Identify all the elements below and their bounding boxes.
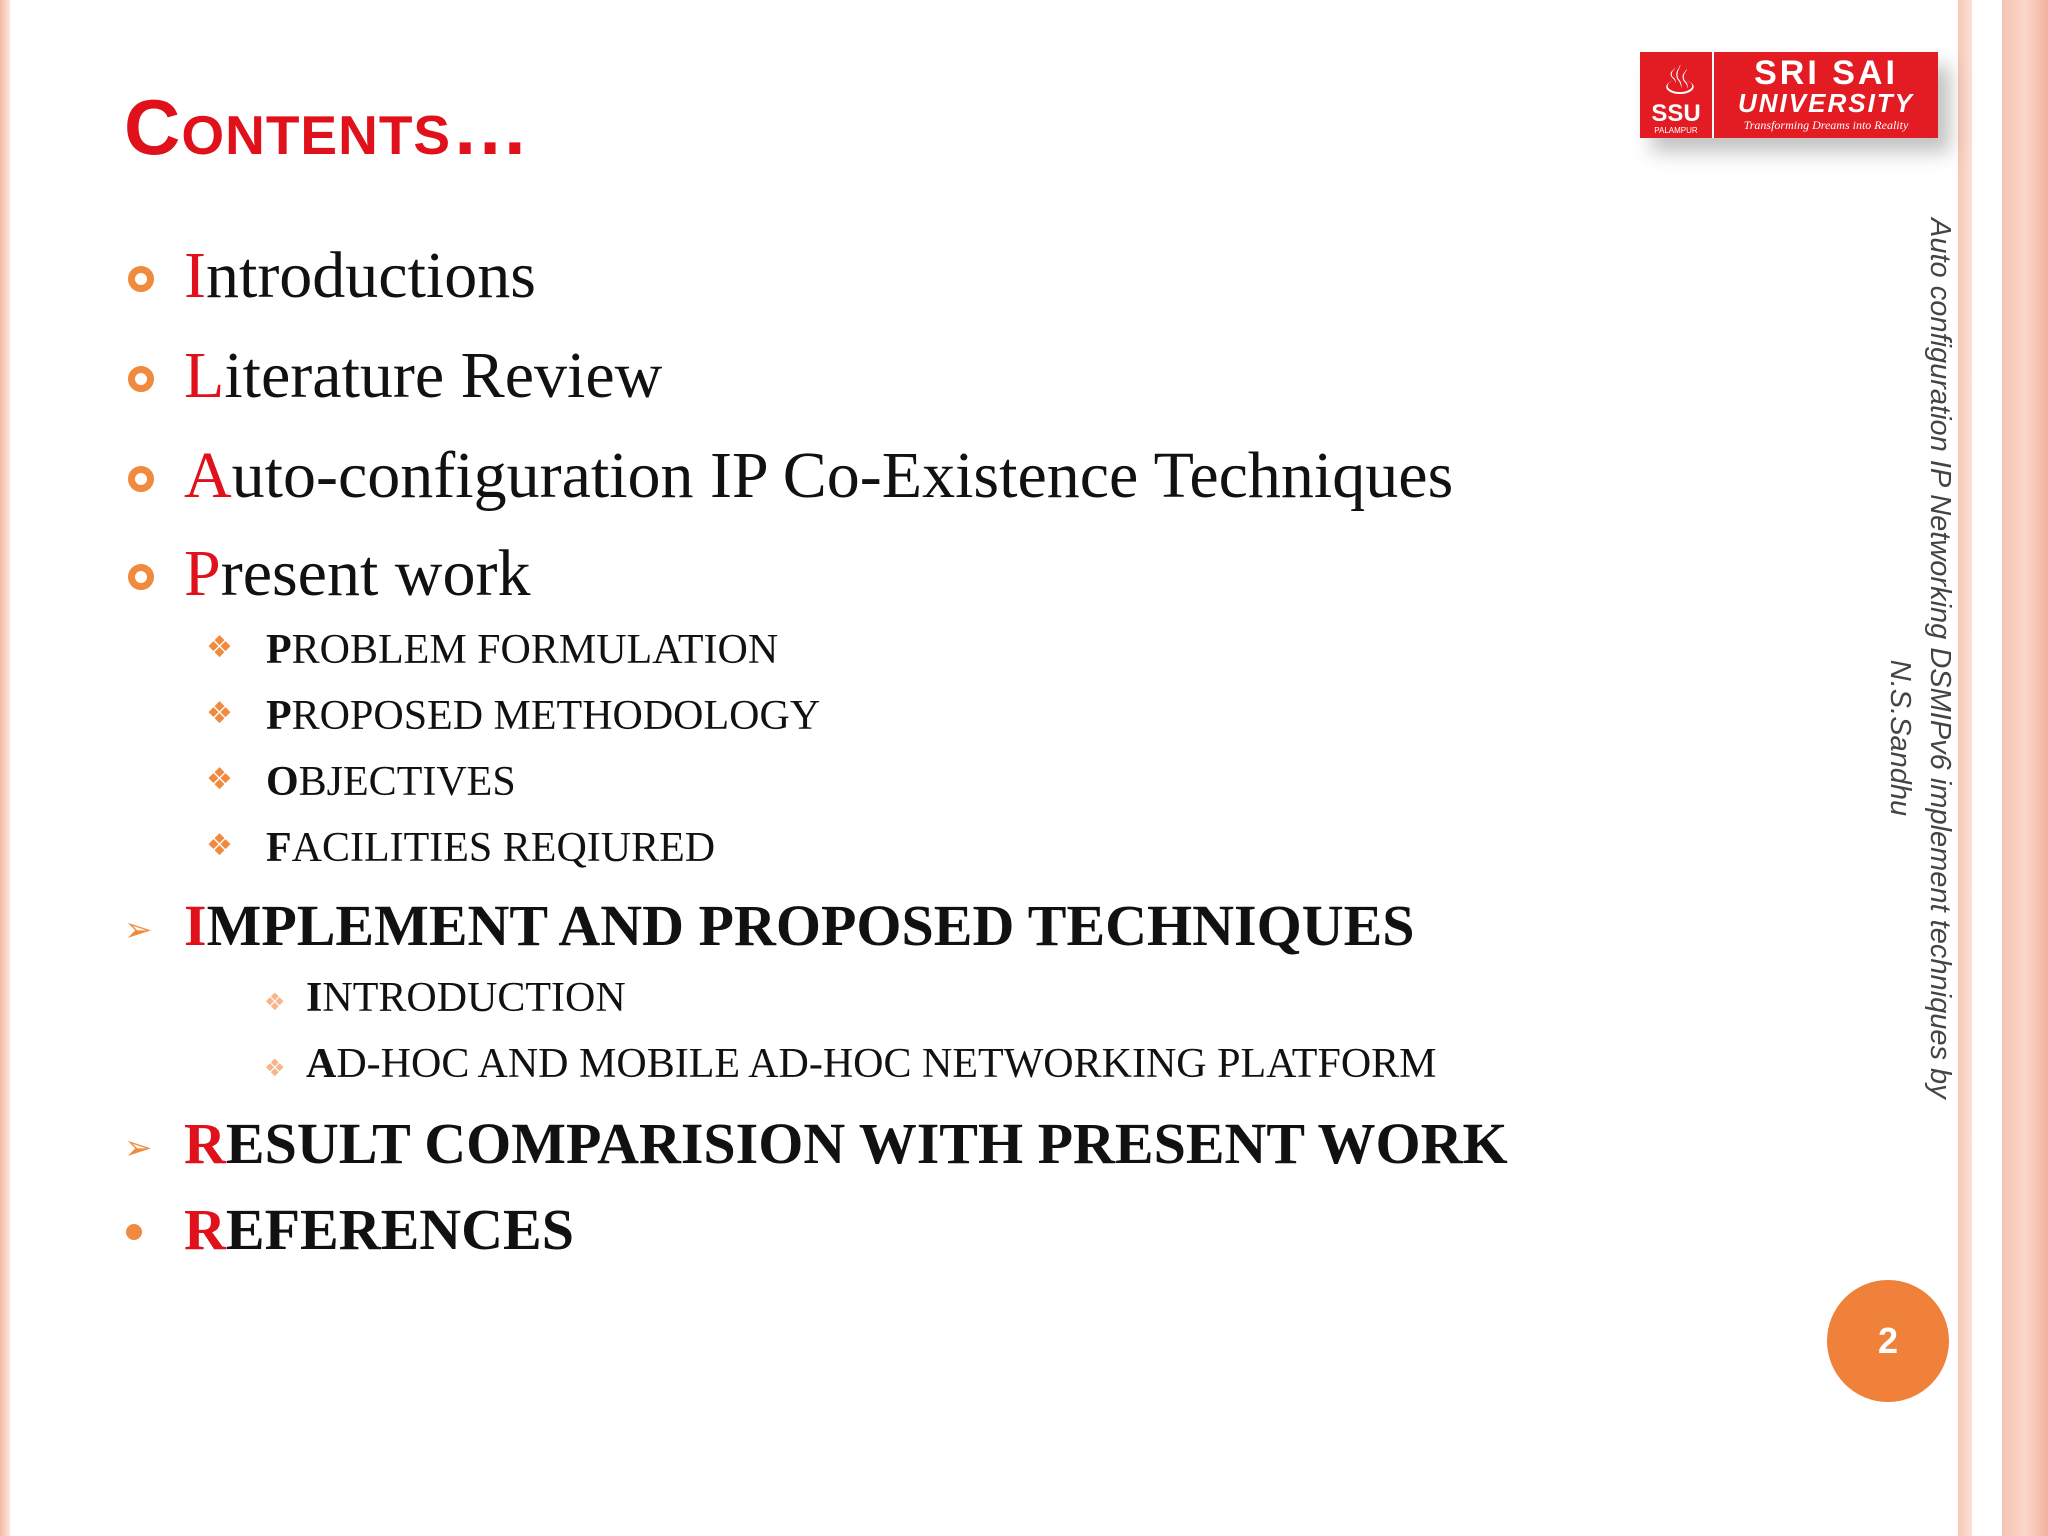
list-item-literature-review: [184, 338, 662, 414]
ring-bullet-icon: [128, 564, 154, 590]
arrow-bullet-icon: ➢: [124, 910, 153, 950]
vertical-footer-text: [1880, 218, 1960, 1258]
list-item-initial: P: [266, 627, 292, 673]
list-item-text: MPLEMENT AND PROPOSED TECHNIQUES: [206, 893, 1415, 958]
slide-border-right-gap: [1972, 0, 2002, 1536]
arrow-bullet-icon: ➢: [124, 1128, 153, 1168]
list-item-text: EFERENCES: [225, 1197, 574, 1262]
list-item-text: ESULT COMPARISION WITH PRESENT WORK: [225, 1111, 1508, 1176]
page-number-badge: 2: [1827, 1280, 1949, 1402]
logo-tagline: Transforming Dreams into Reality: [1743, 118, 1909, 132]
list-item-objectives: [266, 758, 516, 806]
logo-emblem: [1640, 52, 1712, 138]
logo-palampur: PALAMPUR: [1654, 126, 1698, 135]
diamond-bullet-icon: ❖: [206, 762, 233, 797]
ring-bullet-icon: [128, 366, 154, 392]
list-item-initial: A: [306, 1041, 337, 1087]
list-item-proposed-methodology: [266, 692, 820, 740]
list-item-auto-configuration: [184, 438, 1453, 514]
list-item-initial: F: [266, 825, 292, 871]
diamond-bullet-icon: ❖: [206, 696, 233, 731]
flame-icon: ♨: [1662, 58, 1698, 104]
dot-bullet-icon: [126, 1224, 142, 1240]
list-item-initial: O: [266, 759, 299, 805]
list-item-initial: P: [184, 537, 221, 610]
slide-border-right: [1958, 0, 1972, 1536]
list-item-text: NTRODUCTION: [322, 975, 626, 1021]
list-item-text: BJECTIVES: [298, 759, 516, 805]
slide-border-left: [0, 0, 10, 1536]
footer-line-1: Auto configuration IP Networking DSMIPv6 implement techniques by: [1924, 218, 1956, 1099]
list-item-text: ROBLEM FORMULATION: [291, 627, 779, 673]
list-item-implement-techniques: [184, 892, 1415, 959]
list-item-text: resent work: [220, 537, 531, 610]
list-item-problem-formulation: [266, 626, 778, 674]
vertical-footer: [1880, 218, 1960, 1258]
footer-line-2: N.S.Sandhu: [1884, 659, 1916, 817]
list-item-adhoc-platform: [306, 1040, 1437, 1088]
diamond-bullet-icon: ❖: [264, 988, 286, 1016]
list-item-text: D-HOC AND MOBILE AD-HOC NETWORKING PLATFORM: [336, 1041, 1437, 1087]
slide-border-right-outer: [2002, 0, 2048, 1536]
ring-bullet-icon: [128, 466, 154, 492]
list-item-initial: L: [184, 339, 225, 412]
list-item-present-work: [184, 536, 530, 612]
list-item-initial: R: [184, 1111, 226, 1176]
slide-title: Contents…: [124, 83, 531, 171]
list-item-initial: I: [306, 975, 323, 1021]
list-item-text: uto-configuration IP Co-Existence Techniques: [231, 439, 1454, 512]
diamond-bullet-icon: ❖: [264, 1054, 286, 1082]
list-item-introductions: [184, 238, 536, 314]
list-item-text: ACILITIES REQIURED: [291, 825, 716, 871]
ring-bullet-icon: [128, 266, 154, 292]
logo-university: UNIVERSITY: [1737, 88, 1915, 118]
list-item-text: iterature Review: [224, 339, 663, 412]
list-item-references: [184, 1196, 574, 1263]
diamond-bullet-icon: ❖: [206, 828, 233, 863]
list-item-introduction: [306, 974, 626, 1022]
university-logo: [1640, 52, 1938, 138]
logo-wordmark: [1714, 52, 1938, 138]
list-item-initial: A: [184, 439, 232, 512]
list-item-initial: I: [184, 239, 206, 312]
list-item-initial: P: [266, 693, 292, 739]
list-item-initial: I: [184, 893, 207, 958]
list-item-initial: R: [184, 1197, 226, 1262]
logo-name: SRI SAI: [1754, 54, 1898, 92]
logo-ssu: SSU: [1651, 100, 1701, 127]
list-item-text: ntroductions: [205, 239, 536, 312]
list-item-text: ROPOSED METHODOLOGY: [291, 693, 821, 739]
list-item-result-comparision: [184, 1110, 1508, 1177]
diamond-bullet-icon: ❖: [206, 630, 233, 665]
list-item-facilities-required: [266, 824, 715, 872]
